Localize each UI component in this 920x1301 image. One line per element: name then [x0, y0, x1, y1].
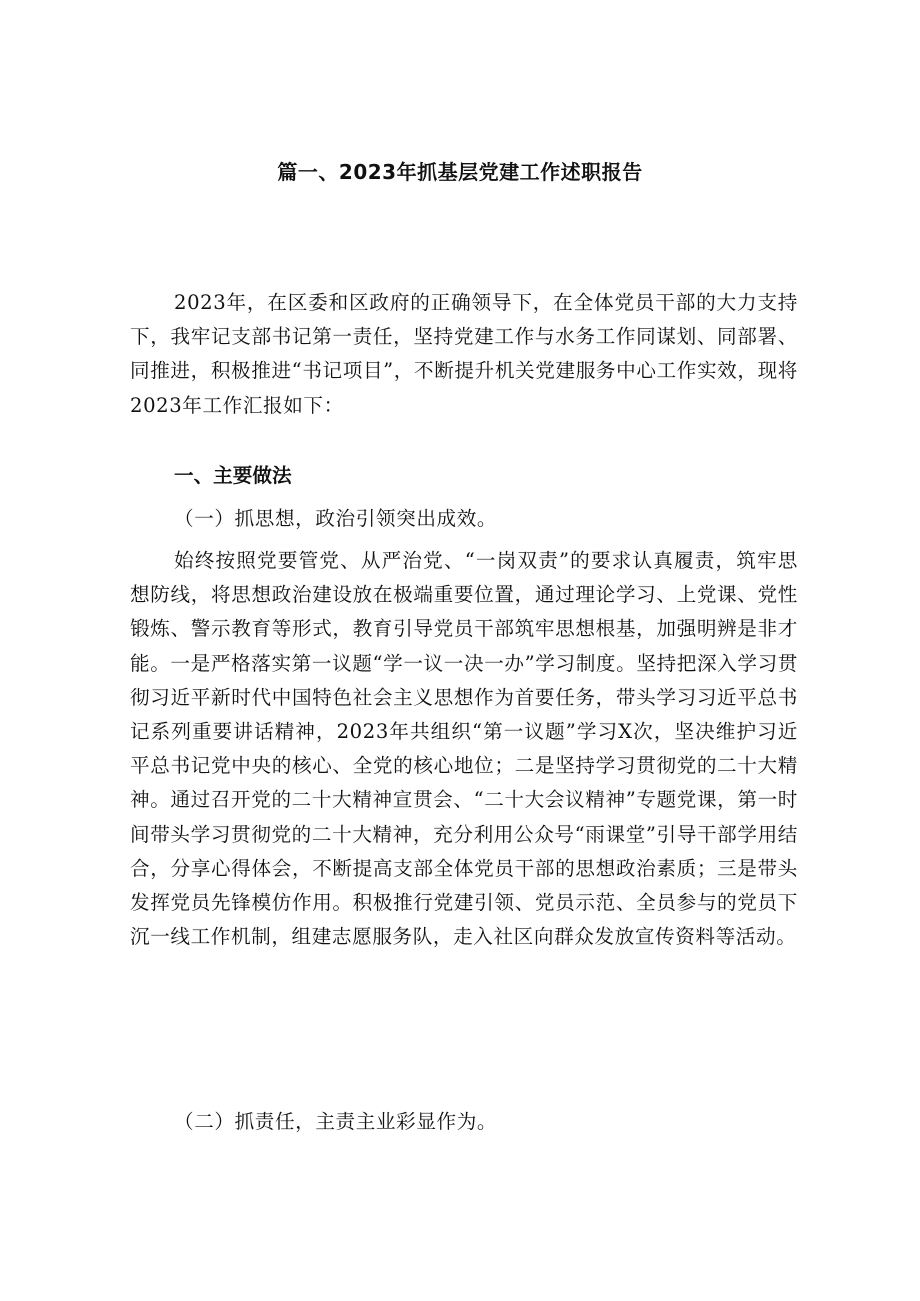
section-heading: 一、主要做法 — [174, 464, 292, 487]
document-title: 篇一、2023年抓基层党建工作述职报告 — [277, 160, 643, 184]
subheading-1: （一）抓思想，政治引领突出成效。 — [174, 507, 498, 530]
intro-paragraph: 2023年，在区委和区政府的正确领导下，在全体党员干部的大力支持下，我牢记支部书记第一责任，坚持党建工作与水务工作同谋划、同部署、同推进，积极推进“书记项目”，不断提升机关党建服务中心工作实效，现将2023年工作汇报如下： — [130, 291, 798, 417]
subheading-2: （二）抓责任，主责主业彩显作为。 — [174, 1110, 498, 1133]
body-paragraph: 始终按照党要管党、从严治党、“一岗双责”的要求认真履责，筑牢思想防线，将思想政治建设放在极端重要位置，通过理论学习、上党课、党性锻炼、警示教育等形式，教育引导党员干部筑牢思想根基，加强明辨是非才能。一是严格落实第一议题“学一议一决一办”学习制度。坚持把深入学习贯彻习近平新时代中国特色社会主义思想作为首要任务，带头学习习近平总书记系列重要讲话精神，2023年共组织“第一议题”学习X次，坚决维护习近平总书记党中央的核心、全党的核心地位；二是坚持学习贯彻党的二十大精神。通过召开党的二十大精神宣贯会、“二十大会议精神”专题党课，第一时间带头学习贯彻党的二十大精神，充分利用公众号“雨课堂”引导干部学用结合，分享心得体会，不断提高支部全体党员干部的思想政治素质；三是带头发挥党员先锋模仿作用。积极推行党建引领、党员示范、全员参与的党员下沉一线工作机制，组建志愿服务队，走入社区向群众发放宣传资料等活动。 — [130, 549, 798, 949]
